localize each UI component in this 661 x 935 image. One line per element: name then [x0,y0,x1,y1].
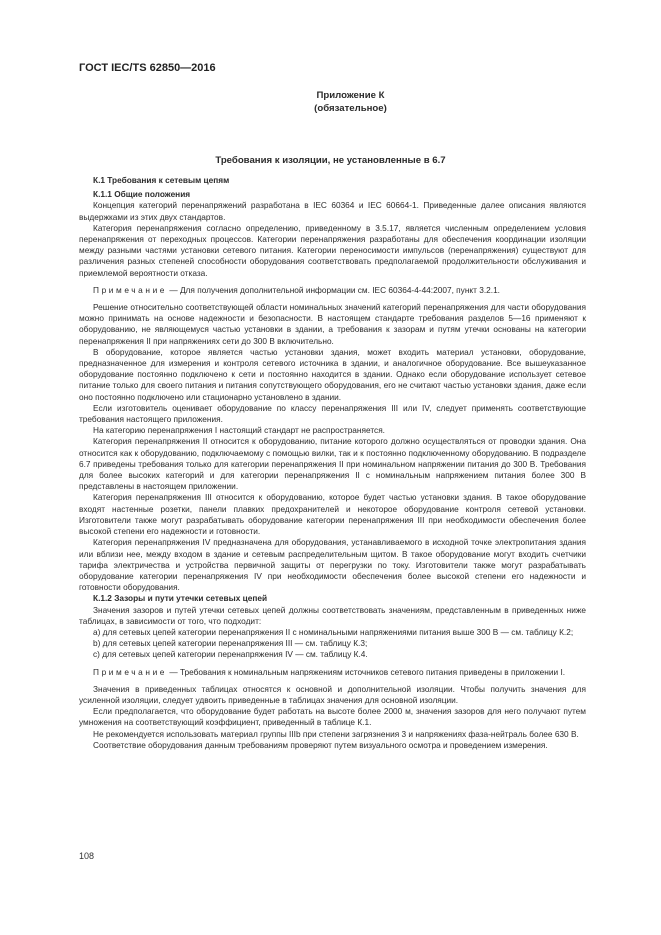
paragraph: Категория перенапряжения IV предназначена для оборудования, устанавливаемого в исходной точке электропитания здания или вблизи нее, между входом в здание и сетевым распределительным щитом. В такое оборудование могут входить счетчики тарифа электричества и устройства первичной защиты от перегрузки по току. Изготовители также могут разрабатывать оборудование категории перенапряжения IV при необходимости обеспечения более высокой степени его надежности и готовности оборудования. [79,537,586,593]
paragraph: Соответствие оборудования данным требованиям проверяют путем визуального осмотра и проведением измерения. [93,739,548,750]
paragraph: Решение относительно соответствующей области номинальных значений категорий перенапряжения для части оборудования можно принимать на основе надежности и безопасности. В настоящем стандарте требования разделов 5—16 применяют к оборудованию, не являющемуся частью установки в здании, а требования к зазорам и путям утечки основаны на категории перенапряжения II при напряжениях сети до 300 В включительно. [79,302,586,346]
paragraph: Категория перенапряжения III относится к оборудованию, которое будет частью установки здания. В такое оборудование входят настенные розетки, панели плавких предохранителей и некоторое оборудование контроля сетевой установки. Изготовители также могут разрабатывать оборудование категории перенапряжения III при необходимости обеспечения более высокой степени его надежности и готовности. [79,492,586,537]
paragraph: На категорию перенапряжения I настоящий стандарт не распространяется. [93,425,385,436]
appendix-heading [0,90,661,115]
heading-k12: К.1.2 Зазоры и пути утечки сетевых цепей [93,593,268,604]
note-text: — Для получения дополнительной информации см. IEC 60364-4-44:2007, пункт 3.2.1. [167,284,500,295]
section-title: Требования к изоляции, не установленные в 6.7 [215,155,446,166]
note-text: — Требования к номинальным напряжениям источников сетевого питания приведены в приложении I. [167,666,566,677]
paragraph: Значения в приведенных таблицах относятся к основной и дополнительной изоляции. Чтобы получить значения для усиленной изоляции, следует удвоить приведенные в таблицах значения для основной изоляции. [79,683,586,705]
paragraph: Категория перенапряжения согласно определению, приведенному в 3.5.17, является численным определением условия перенапряжения от переходных процессов. Категории перенапряжения разработаны для обеспечения координации изоляции между разными частями установки сетевого питания. Категории переносимости импульсов (перенапряжения) существуют для различения разных степеней способности оборудования соответствовать предполагаемой продолжительности обслуживания и приемлемой вероятности отказа. [79,222,586,278]
heading-k1: К.1 Требования к сетевым цепям [93,175,230,185]
list-item: c) для сетевых цепей категории перенапряжения IV — см. таблицу К.4. [93,649,368,660]
paragraph: Значения зазоров и путей утечки сетевых цепей должны соответствовать значениям, представленным в приведенных ниже таблицах, в зависимости от того, что подходит: [79,604,586,626]
list-item: b) для сетевых цепей категории перенапряжения III — см. таблицу К.3; [93,638,368,649]
paragraph: Категория перенапряжения II относится к оборудованию, питание которого должно осуществляться от проводки здания. Она относится как к оборудованию, подключаемому с помощью вилки, так и к постоянно подключенному оборудованию. В подразделе 6.7 приведены требования только для категории перенапряжения II при номинальном напряжении питания до 300 В. Требования для более высоких категорий и для категории перенапряжения II с номинальным напряжением питания более 300 В представлены в настоящем приложении. [79,436,586,492]
paragraph: Не рекомендуется использовать материал группы IIIb при степени загрязнения 3 и напряжениях фаза-нейтраль более 630 В. [93,728,579,739]
paragraph: Концепция категорий перенапряжений разработана в IEC 60364 и IEC 60664-1. Приведенные далее описания являются выдержками из этих двух стандартов. [79,200,586,222]
note [79,285,586,296]
paragraph: Если изготовитель оценивает оборудование по классу перенапряжения III или IV, следует применять соответствующие требования настоящего приложения. [79,402,586,425]
body-text [79,175,586,751]
note-label: Примечание [93,666,168,677]
note-label: Примечание [93,284,168,295]
paragraph: В оборудование, которое является частью установки здания, может входить материал установки, оборудование, предназначенное для измерения и контроля сетевого источника в здании, и аналогичное оборудование. Все вышеуказанное оборудование постоянно подключено к сети и постоянно находится в здании. Однако если оборудование использует сетевое питание только для своего питания и питания сопутствующего оборудования, его не считают частью установки здания, даже если оно постоянно подключено или стационарно установлено в здании. [79,346,586,402]
page-number: 108 [79,851,95,861]
heading-k11: К.1.1 Общие положения [93,189,191,200]
appendix-subtitle: (обязательное) [314,102,387,114]
note [79,667,586,678]
paragraph: Если предполагается, что оборудование будет работать на высоте более 2000 м, значения зазоров для него получают путем умножения на соответствующий коэффициент, приведенный в таблице К.1. [79,706,586,728]
list-item: a) для сетевых цепей категории перенапряжения II с номинальными напряжениями питания выше 300 В — см. таблицу К.2; [93,626,574,637]
document-header: ГОСТ IEC/TS 62850—2016 [79,62,216,74]
appendix-title: Приложение К [316,90,385,101]
